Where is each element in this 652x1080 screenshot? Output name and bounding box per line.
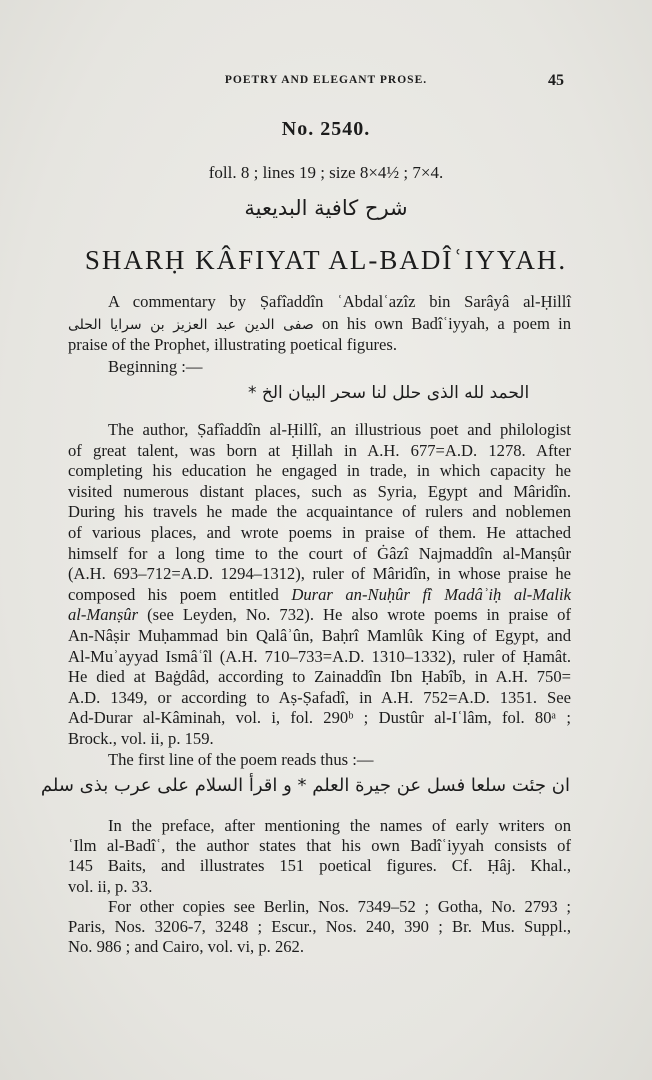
- text-segment: of various places, and wrote poems in praise of them. He attached: [68, 523, 571, 542]
- text-line: [68, 836, 571, 856]
- text-line: [68, 420, 571, 440]
- text-line: [68, 461, 571, 481]
- text-segment: composed his poem entitled: [68, 584, 292, 604]
- text-line: [68, 544, 571, 564]
- entry-title: SHARḤ KÂFIYAT AL-BADÎʿIYYAH.: [84, 245, 568, 275]
- text-line: [68, 314, 571, 335]
- text-segment: visited numerous distant places, such as Syria, Egypt and Mâridîn.: [68, 481, 571, 501]
- text-segment: He died at Baġdâd, according to Zainaddîn Ibn Ḥabîb, in A.H. 750=: [68, 667, 571, 687]
- text-line: [68, 708, 571, 728]
- entry-number: No. 2540.: [281, 118, 371, 140]
- text-segment: completing his education he engaged in trade, in which capacity he: [68, 461, 571, 481]
- text-segment: himself for a long time to the court of Ġâzî Najmaddîn al-Manṣûr: [68, 543, 571, 563]
- page-number: 45: [548, 72, 564, 89]
- text-segment: praise of the Prophet, illustrating poetical figures.: [68, 335, 398, 355]
- text-line: [68, 502, 571, 522]
- text-segment: Paris, Nos. 3206-7, 3248 ; Escur., Nos. 240, 390 ; Br. Mus. Suppl.,: [68, 917, 571, 936]
- text-segment: 145 Baits, and illustrates 151 poetical figures. Cf. Ḥâj. Khal.,: [68, 856, 571, 876]
- text-segment: An-Nâṣir Muḥammad bin Qalâʾûn, Baḥrî Mamlûk King of Egypt, and: [68, 626, 571, 645]
- text-line: [68, 647, 571, 667]
- text-line: [68, 877, 571, 897]
- text-segment: (see Leyden, No. 732). He also wrote poems in praise of: [138, 605, 571, 625]
- text-line: [68, 357, 571, 377]
- text-segment: on his own Badîʿiyyah, a poem in: [313, 313, 572, 333]
- text-line: [68, 441, 571, 461]
- text-line: [68, 750, 571, 770]
- text-line: [68, 816, 571, 836]
- text-line: [68, 605, 571, 625]
- arabic-first-line-verse: ان جئت سلعا فسل عن جيرة العلم * و اقرأ السلام على عرب بذى سلم: [40, 775, 570, 796]
- running-title: POETRY AND ELEGANT PROSE.: [224, 74, 428, 86]
- text-line: [68, 292, 571, 312]
- text-line: [68, 729, 571, 749]
- text-segment: (A.H. 693–712=A.D. 1294–1312), ruler of Mâridîn, in whose praise he: [68, 564, 571, 584]
- text-segment: Al-Muʾayyad Ismâʿîl (A.H. 710–733=A.D. 1310–1332), ruler of Ḥamât.: [68, 646, 571, 666]
- text-line: [68, 335, 571, 355]
- text-segment: of great talent, was born at Ḥillah in A.H. 677=A.D. 1278. After: [68, 440, 571, 460]
- text-line: [68, 897, 571, 917]
- text-line: [68, 564, 571, 584]
- text-segment: ʿIlm al-Badîʿ, the author states that his own Badîʿiyyah consists of: [68, 836, 571, 856]
- text-line: [68, 585, 571, 605]
- collation-line: foll. 8 ; lines 19 ; size 8×4½ ; 7×4.: [208, 163, 444, 182]
- text-line: [68, 688, 571, 708]
- text-segment: During his travels he made the acquaintance of rulers and noblemen: [68, 502, 571, 522]
- text-segment: vol. ii, p. 33.: [68, 876, 153, 896]
- text-line: [68, 856, 571, 876]
- arabic-beginning-verse: الحمد لله الذى حلل لنا سحر البيان الخ *: [248, 383, 530, 403]
- text-line: [68, 523, 571, 543]
- arabic-name-inline: صفى الدين عبد العزيز بن سرايا الحلى: [68, 316, 314, 333]
- text-segment: The author, Ṣafîaddîn al-Ḥillî, an illustrious poet and philologist: [108, 420, 571, 439]
- text-segment: In the preface, after mentioning the names of early writers on: [108, 816, 571, 835]
- text-segment: Beginning :—: [108, 356, 203, 376]
- italic-title-text: Durar an-Nuḥûr fî Madâʾiḥ al-Malik: [291, 584, 571, 604]
- text-segment: The first line of the poem reads thus :—: [108, 749, 374, 769]
- text-segment: A.D. 1349, or according to Aṣ-Ṣafadî, in A.H. 752=A.D. 1351. See: [68, 687, 571, 707]
- text-line: [68, 482, 571, 502]
- text-segment: A commentary by Ṣafîaddîn ʿAbdalʿazîz bin Sarâyâ al-Ḥillî: [108, 292, 571, 311]
- italic-title-text: al-Manṣûr: [68, 605, 139, 625]
- text-segment: No. 986 ; and Cairo, vol. vi, p. 262.: [68, 937, 304, 957]
- text-segment: Brock., vol. ii, p. 159.: [68, 729, 214, 748]
- text-line: [68, 937, 571, 957]
- text-segment: For other copies see Berlin, Nos. 7349–52 ; Gotha, No. 2793 ;: [108, 896, 571, 916]
- text-segment: Ad-Durar al-Kâminah, vol. i, fol. 290ᵇ ; Dustûr al-Iʿlâm, fol. 80ᵃ ;: [68, 708, 571, 728]
- arabic-title: شرح كافية البديعية: [244, 196, 408, 220]
- text-line: [68, 626, 571, 646]
- text-line: [68, 667, 571, 687]
- text-line: [68, 917, 571, 937]
